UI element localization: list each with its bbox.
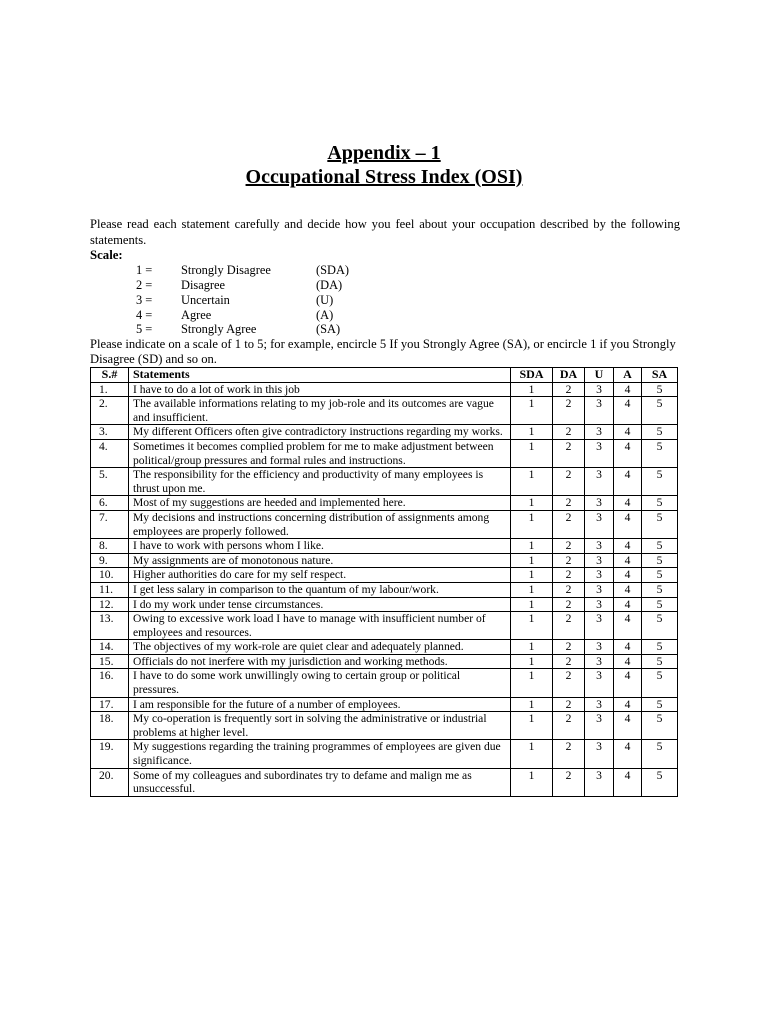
rating-option[interactable]: 1 <box>511 768 553 796</box>
rating-option[interactable]: 3 <box>585 553 614 568</box>
statement-text: Owing to excessive work load I have to manage with insufficient number of employees and resources. <box>129 612 511 640</box>
scale-number: 3 = <box>136 293 153 307</box>
rating-option[interactable]: 1 <box>511 496 553 511</box>
row-number: 9. <box>91 553 129 568</box>
rating-option[interactable]: 5 <box>642 612 678 640</box>
row-number: 19. <box>91 740 129 768</box>
rating-option[interactable]: 4 <box>614 568 642 583</box>
rating-option[interactable]: 2 <box>553 382 585 397</box>
rating-option[interactable]: 4 <box>614 397 642 425</box>
rating-option[interactable]: 4 <box>614 597 642 612</box>
table-row <box>91 568 678 583</box>
table-row <box>91 553 678 568</box>
rating-option[interactable]: 5 <box>642 539 678 554</box>
rating-option[interactable]: 4 <box>614 582 642 597</box>
rating-option[interactable]: 3 <box>585 382 614 397</box>
rating-option[interactable]: 1 <box>511 539 553 554</box>
row-number: 6. <box>91 496 129 511</box>
rating-option[interactable]: 2 <box>553 496 585 511</box>
table-row <box>91 468 678 496</box>
table-row <box>91 697 678 712</box>
rating-option[interactable]: 3 <box>585 496 614 511</box>
rating-option[interactable]: 3 <box>585 640 614 655</box>
row-number: 8. <box>91 539 129 554</box>
rating-option[interactable]: 2 <box>553 425 585 440</box>
rating-option[interactable]: 1 <box>511 425 553 440</box>
row-number: 14. <box>91 640 129 655</box>
row-number: 17. <box>91 697 129 712</box>
rating-option[interactable]: 2 <box>553 697 585 712</box>
statement-text: Higher authorities do care for my self respect. <box>129 568 511 583</box>
row-number: 15. <box>91 654 129 669</box>
rating-option[interactable]: 1 <box>511 740 553 768</box>
rating-option[interactable]: 5 <box>642 496 678 511</box>
rating-option[interactable]: 2 <box>553 640 585 655</box>
column-header-statements: Statements <box>129 368 511 383</box>
table-row <box>91 612 678 640</box>
rating-option[interactable]: 1 <box>511 568 553 583</box>
scale-text: Strongly Agree <box>181 322 257 336</box>
table-row <box>91 539 678 554</box>
rating-option[interactable]: 5 <box>642 740 678 768</box>
scale-number: 4 = <box>136 308 153 322</box>
rating-option[interactable]: 4 <box>614 768 642 796</box>
rating-option[interactable]: 1 <box>511 712 553 740</box>
rating-option[interactable]: 2 <box>553 582 585 597</box>
rating-option[interactable]: 1 <box>511 654 553 669</box>
rating-option[interactable]: 5 <box>642 640 678 655</box>
rating-option[interactable]: 3 <box>585 740 614 768</box>
rating-option[interactable]: 1 <box>511 382 553 397</box>
table-row <box>91 597 678 612</box>
rating-option[interactable]: 3 <box>585 539 614 554</box>
table-row <box>91 425 678 440</box>
scale-text: Agree <box>181 308 212 322</box>
rating-option[interactable]: 4 <box>614 697 642 712</box>
rating-option[interactable]: 3 <box>585 669 614 697</box>
table-row <box>91 654 678 669</box>
rating-option[interactable]: 2 <box>553 510 585 538</box>
rating-option[interactable]: 1 <box>511 597 553 612</box>
scale-abbreviation: (A) <box>316 308 334 322</box>
statement-text: Officials do not inerfere with my jurisdiction and working methods. <box>129 654 511 669</box>
column-header-u: U <box>585 368 614 383</box>
column-header-number: S.# <box>91 368 129 383</box>
rating-option[interactable]: 4 <box>614 425 642 440</box>
rating-option[interactable]: 4 <box>614 382 642 397</box>
rating-option[interactable]: 3 <box>585 712 614 740</box>
row-number: 20. <box>91 768 129 796</box>
rating-option[interactable]: 2 <box>553 712 585 740</box>
rating-option[interactable]: 2 <box>553 612 585 640</box>
table-row <box>91 712 678 740</box>
rating-option[interactable]: 3 <box>585 612 614 640</box>
rating-option[interactable]: 5 <box>642 669 678 697</box>
scale-abbreviation: (U) <box>316 293 334 307</box>
scale-text: Strongly Disagree <box>181 263 271 277</box>
table-row <box>91 439 678 467</box>
rating-option[interactable]: 5 <box>642 382 678 397</box>
column-header-sda: SDA <box>511 368 553 383</box>
table-row <box>91 669 678 697</box>
statement-text: I get less salary in comparison to the quantum of my labour/work. <box>129 582 511 597</box>
statement-text: My assignments are of monotonous nature. <box>129 553 511 568</box>
rating-option[interactable]: 4 <box>614 553 642 568</box>
rating-option[interactable]: 4 <box>614 712 642 740</box>
rating-option[interactable]: 3 <box>585 510 614 538</box>
row-number: 2. <box>91 397 129 425</box>
scale-number: 2 = <box>136 278 153 292</box>
table-row <box>91 768 678 796</box>
column-header-a: A <box>614 368 642 383</box>
row-number: 11. <box>91 582 129 597</box>
rating-option[interactable]: 4 <box>614 439 642 467</box>
table-row <box>91 496 678 511</box>
rating-option[interactable]: 4 <box>614 654 642 669</box>
statement-text: The responsibility for the efficiency and productivity of many employees is thrust upon me. <box>129 468 511 496</box>
statement-text: I do my work under tense circumstances. <box>129 597 511 612</box>
rating-option[interactable]: 1 <box>511 553 553 568</box>
instruction-paragraph: Please indicate on a scale of 1 to 5; for example, encircle 5 If you Strongly Agree (SA), or encircle 1 if you Strongly Disagree (SD) and so on. <box>90 337 676 366</box>
rating-option[interactable]: 1 <box>511 397 553 425</box>
rating-option[interactable]: 2 <box>553 553 585 568</box>
table-row <box>91 640 678 655</box>
osi-title: Occupational Stress Index (OSI) <box>245 166 523 188</box>
rating-option[interactable]: 5 <box>642 510 678 538</box>
rating-option[interactable]: 2 <box>553 397 585 425</box>
rating-option[interactable]: 1 <box>511 582 553 597</box>
statement-text: Most of my suggestions are heeded and implemented here. <box>129 496 511 511</box>
table-header-row <box>91 368 678 383</box>
row-number: 7. <box>91 510 129 538</box>
rating-option[interactable]: 3 <box>585 654 614 669</box>
table-body <box>91 382 678 796</box>
row-number: 10. <box>91 568 129 583</box>
rating-option[interactable]: 2 <box>553 439 585 467</box>
row-number: 1. <box>91 382 129 397</box>
rating-option[interactable]: 3 <box>585 468 614 496</box>
rating-option[interactable]: 5 <box>642 553 678 568</box>
rating-option[interactable]: 5 <box>642 425 678 440</box>
rating-option[interactable]: 3 <box>585 425 614 440</box>
rating-option[interactable]: 1 <box>511 697 553 712</box>
rating-option[interactable]: 2 <box>553 768 585 796</box>
scale-abbreviation: (DA) <box>316 278 343 292</box>
table-row <box>91 382 678 397</box>
scale-abbreviation: (SA) <box>316 322 341 336</box>
osi-table <box>90 367 678 797</box>
table-row <box>91 510 678 538</box>
statement-text: I am responsible for the future of a number of employees. <box>129 697 511 712</box>
rating-option[interactable]: 2 <box>553 654 585 669</box>
intro-paragraph: Please read each statement carefully and decide how you feel about your occupation described by the following statements. <box>90 217 680 247</box>
rating-option[interactable]: 3 <box>585 597 614 612</box>
scale-label: Scale: <box>90 248 123 262</box>
rating-option[interactable]: 1 <box>511 468 553 496</box>
rating-option[interactable]: 3 <box>585 582 614 597</box>
statement-text: I have to do some work unwillingly owing to certain group or political pressures. <box>129 669 511 697</box>
rating-option[interactable]: 5 <box>642 582 678 597</box>
rating-option[interactable]: 3 <box>585 568 614 583</box>
statement-text: Sometimes it becomes complied problem for me to make adjustment between political/group pressures and formal rules and instructions. <box>129 439 511 467</box>
scale-abbreviation: (SDA) <box>316 263 350 277</box>
table-row <box>91 397 678 425</box>
rating-option[interactable]: 3 <box>585 439 614 467</box>
statement-text: The objectives of my work-role are quiet clear and adequately planned. <box>129 640 511 655</box>
rating-option[interactable]: 3 <box>585 697 614 712</box>
rating-option[interactable]: 5 <box>642 654 678 669</box>
rating-option[interactable]: 5 <box>642 397 678 425</box>
appendix-title: Appendix – 1 <box>327 142 441 164</box>
statement-text: My different Officers often give contradictory instructions regarding my works. <box>129 425 511 440</box>
row-number: 18. <box>91 712 129 740</box>
rating-option[interactable]: 4 <box>614 669 642 697</box>
row-number: 12. <box>91 597 129 612</box>
rating-option[interactable]: 2 <box>553 597 585 612</box>
rating-option[interactable]: 4 <box>614 468 642 496</box>
row-number: 16. <box>91 669 129 697</box>
rating-option[interactable]: 4 <box>614 612 642 640</box>
scale-number: 1 = <box>136 263 153 277</box>
rating-option[interactable]: 5 <box>642 468 678 496</box>
statement-text: My co-operation is frequently sort in solving the administrative or industrial problems at higher level. <box>129 712 511 740</box>
rating-option[interactable]: 2 <box>553 539 585 554</box>
statement-text: The available informations relating to my job-role and its outcomes are vague and insufficient. <box>129 397 511 425</box>
table-row <box>91 740 678 768</box>
row-number: 5. <box>91 468 129 496</box>
rating-option[interactable]: 5 <box>642 712 678 740</box>
rating-option[interactable]: 4 <box>614 496 642 511</box>
rating-option[interactable]: 4 <box>614 510 642 538</box>
column-header-sa: SA <box>642 368 678 383</box>
rating-option[interactable]: 1 <box>511 439 553 467</box>
scale-text: Uncertain <box>181 293 230 307</box>
table-row <box>91 582 678 597</box>
statement-text: I have to work with persons whom I like. <box>129 539 511 554</box>
rating-option[interactable]: 5 <box>642 568 678 583</box>
rating-option[interactable]: 5 <box>642 768 678 796</box>
rating-option[interactable]: 5 <box>642 597 678 612</box>
column-header-da: DA <box>553 368 585 383</box>
rating-option[interactable]: 5 <box>642 697 678 712</box>
rating-option[interactable]: 1 <box>511 640 553 655</box>
rating-option[interactable]: 1 <box>511 510 553 538</box>
statement-text: Some of my colleagues and subordinates try to defame and malign me as unsuccessful. <box>129 768 511 796</box>
rating-option[interactable]: 3 <box>585 768 614 796</box>
rating-option[interactable]: 1 <box>511 669 553 697</box>
scale-text: Disagree <box>181 278 226 292</box>
rating-option[interactable]: 2 <box>553 740 585 768</box>
rating-option[interactable]: 5 <box>642 439 678 467</box>
rating-option[interactable]: 2 <box>553 568 585 583</box>
statement-text: I have to do a lot of work in this job <box>129 382 511 397</box>
rating-option[interactable]: 1 <box>511 612 553 640</box>
rating-option[interactable]: 2 <box>553 468 585 496</box>
row-number: 4. <box>91 439 129 467</box>
rating-option[interactable]: 2 <box>553 669 585 697</box>
rating-option[interactable]: 4 <box>614 740 642 768</box>
rating-option[interactable]: 3 <box>585 397 614 425</box>
statement-text: My suggestions regarding the training programmes of employees are given due significance. <box>129 740 511 768</box>
row-number: 3. <box>91 425 129 440</box>
scale-number: 5 = <box>136 322 153 336</box>
statement-text: My decisions and instructions concerning distribution of assignments among employees are properly followed. <box>129 510 511 538</box>
rating-option[interactable]: 4 <box>614 640 642 655</box>
rating-option[interactable]: 4 <box>614 539 642 554</box>
row-number: 13. <box>91 612 129 640</box>
